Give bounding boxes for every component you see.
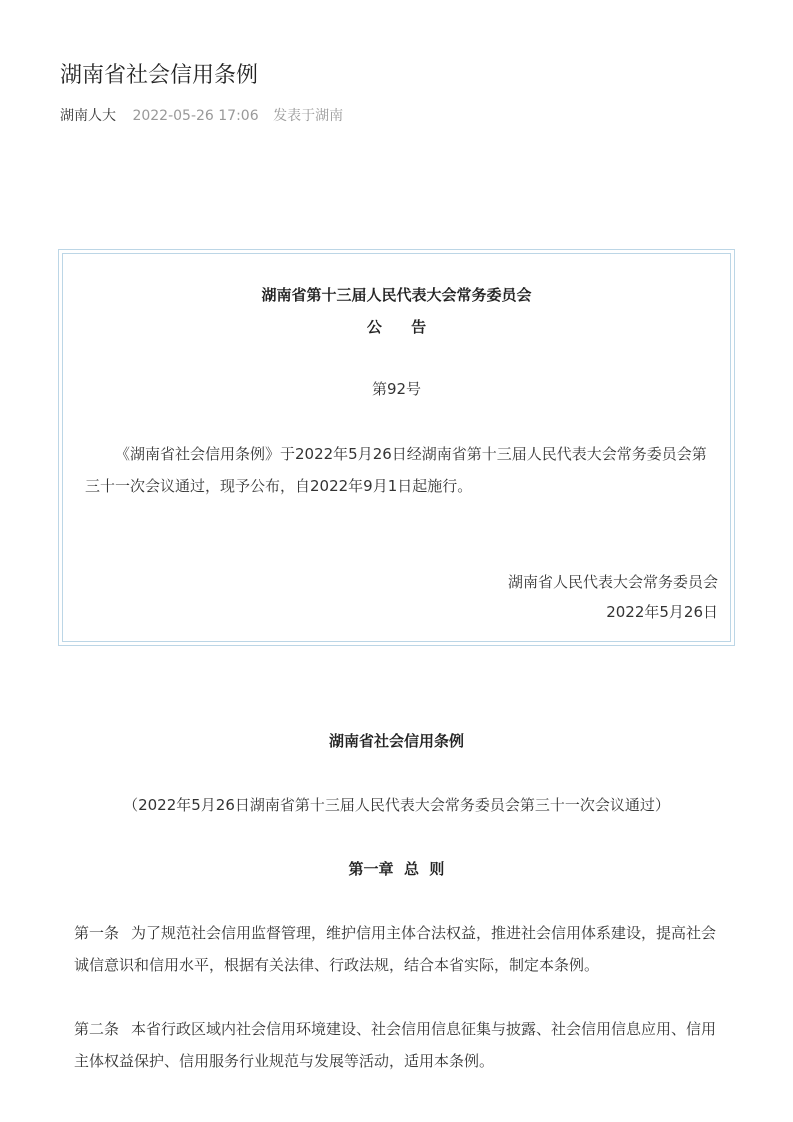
law-subtitle: （2022年5月26日湖南省第十三届人民代表大会常务委员会第三十一次会议通过） [123,796,670,814]
article-meta [60,105,343,125]
notice-box [58,249,735,646]
notice-body: 《湖南省社会信用条例》于2022年5月26日经湖南省第十三届人民代表大会常务委员会第三十一次会议通过，现予公布，自2022年9月1日起施行。 [85,445,707,495]
notice-inner-frame [62,253,731,642]
article-text: 为了规范社会信用监督管理，维护信用主体合法权益，推进社会信用体系建设，提高社会诚信意识和信用水平，根据有关法律、行政法规，结合本省实际，制定本条例。 [74,924,717,974]
law-article [74,917,722,981]
article-number: 第二条 [74,1020,120,1038]
notice-sign-org: 湖南省人民代表大会常务委员会 [507,573,718,591]
author-link[interactable]: 湖南人大 [60,108,116,124]
article-text: 本省行政区域内社会信用环境建设、社会信用信息征集与披露、社会信用信息应用、信用主体权益保护、信用服务行业规范与发展等活动，适用本条例。 [74,1020,717,1070]
article-title: 湖南省社会信用条例 [60,63,259,88]
chapter-heading: 第一章 总 则 [348,860,445,878]
law-title: 湖南省社会信用条例 [328,732,464,750]
law-article [74,1013,722,1077]
publish-time: 2022-05-26 17:06 [132,108,259,124]
notice-org: 湖南省第十三届人民代表大会常务委员会 [261,286,532,304]
publish-location: 发表于湖南 [273,108,344,124]
notice-sign-date: 2022年5月26日 [606,603,718,621]
notice-heading: 公 告 [366,318,439,336]
notice-signature [508,567,718,627]
notice-number: 第92号 [371,380,422,398]
article-number: 第一条 [74,924,120,942]
